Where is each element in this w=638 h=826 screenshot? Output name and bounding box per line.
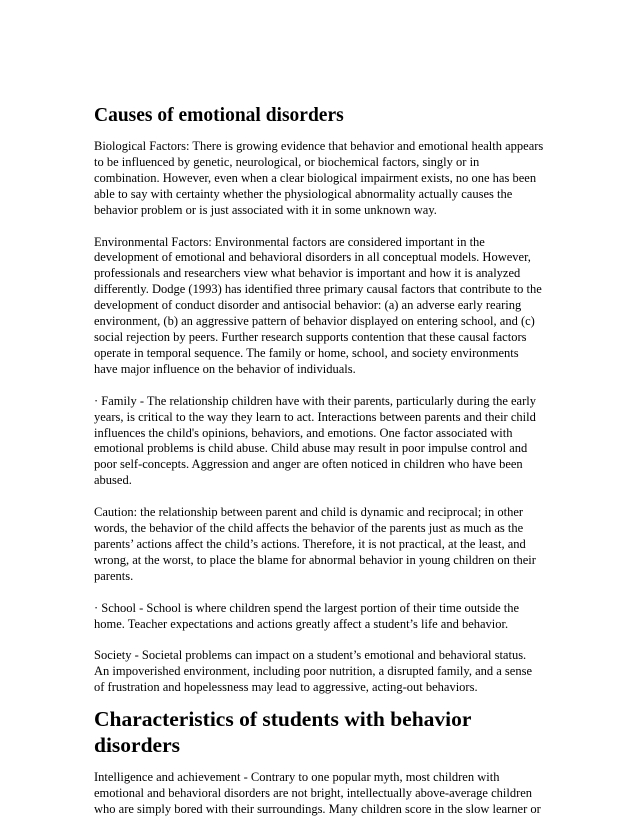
text-line: behavior problem or is just associated with it in some unknown way. bbox=[94, 202, 437, 217]
text-line: of frustration and hopelessness may lead to aggressive, acting-out behaviors. bbox=[94, 680, 478, 695]
paragraph bbox=[94, 139, 556, 219]
text-line: professionals and researchers view what behavior is important and how it is analyzed bbox=[94, 266, 521, 281]
text-line: home. Teacher expectations and actions greatly affect a student’s life and behavior. bbox=[94, 616, 509, 631]
text-line: years, is critical to the way they learn to act. Interactions between parents and their child bbox=[94, 409, 536, 424]
paragraph bbox=[94, 601, 556, 633]
text-line: combination. However, even when a clear biological impairment exists, no one has been bbox=[94, 170, 537, 185]
text-line: differently. Dodge (1993) has identified three primary causal factors that contribute to the bbox=[94, 282, 542, 297]
text-line: wrong, at the worst, to place the blame for abnormal behavior in young children on their bbox=[94, 552, 536, 567]
text-line: environment, (b) an aggressive pattern of behavior displayed on entering school, and (c) bbox=[94, 314, 535, 329]
paragraph bbox=[94, 505, 556, 585]
text-line: poor self-concepts. Aggression and anger are often noticed in children who have been bbox=[94, 457, 523, 472]
text-line: Intelligence and achievement - Contrary to one popular myth, most children with bbox=[94, 770, 500, 785]
text-line: development of conduct disorder and antisocial behavior: (a) an adverse early rearing bbox=[94, 298, 522, 313]
text-line: to be influenced by genetic, neurological, or biochemical factors, singly or in bbox=[94, 154, 480, 169]
text-line: Biological Factors: There is growing evidence that behavior and emotional health appears bbox=[94, 139, 544, 153]
text-line: development of emotional and behavioral disorders in all conceptual models. However, bbox=[94, 250, 531, 265]
text-line: words, the behavior of the child affects the behavior of the parents just as much as the bbox=[94, 521, 524, 536]
text-line: parents’ actions affect the child’s actions. Therefore, it is not practical, at the least, and bbox=[94, 536, 526, 551]
heading-causes: Causes of emotional disorders bbox=[94, 105, 344, 126]
document-content bbox=[94, 104, 556, 818]
text-line: An impoverished environment, including poor nutrition, a disrupted family, and a sense bbox=[94, 664, 532, 679]
text-line: who are simply bored with their surroundings. Many children score in the slow learner or bbox=[94, 802, 541, 816]
text-line: influences the child's opinions, behaviors, and emotions. One factor associated with bbox=[94, 425, 513, 440]
text-line: emotional and behavioral disorders are not bright, intellectually above-average children bbox=[94, 786, 533, 801]
text-line: able to say with certainty whether the physiological abnormality actually causes the bbox=[94, 186, 513, 201]
text-line: Environmental Factors: Environmental factors are considered important in the bbox=[94, 234, 485, 249]
section-causes bbox=[94, 139, 556, 696]
text-line: parents. bbox=[94, 568, 134, 583]
text-line: Caution: the relationship between parent and child is dynamic and reciprocal; in other bbox=[94, 505, 524, 520]
text-line: social rejection by peers. Further research supports contention that these causal factors bbox=[94, 329, 527, 344]
heading-characteristics: Characteristics of students with behavior disorders bbox=[94, 707, 472, 758]
text-line: have major influence on the behavior of individuals. bbox=[94, 361, 356, 376]
text-line: Society - Societal problems can impact on a student’s emotional and behavioral status. bbox=[94, 648, 527, 663]
paragraph bbox=[94, 235, 556, 378]
paragraph bbox=[94, 394, 556, 489]
text-line: operate in temporal sequence. The family or home, school, and society environments bbox=[94, 345, 519, 360]
paragraph bbox=[94, 770, 556, 818]
text-line: emotional problems is child abuse. Child abuse may result in poor impulse control and bbox=[94, 441, 528, 456]
text-line: · Family - The relationship children have with their parents, particularly during the early bbox=[94, 393, 536, 408]
text-line: abused. bbox=[94, 473, 132, 488]
paragraph bbox=[94, 648, 556, 696]
section-characteristics bbox=[94, 770, 556, 818]
text-line: · School - School is where children spend the largest portion of their time outside the bbox=[94, 600, 520, 615]
